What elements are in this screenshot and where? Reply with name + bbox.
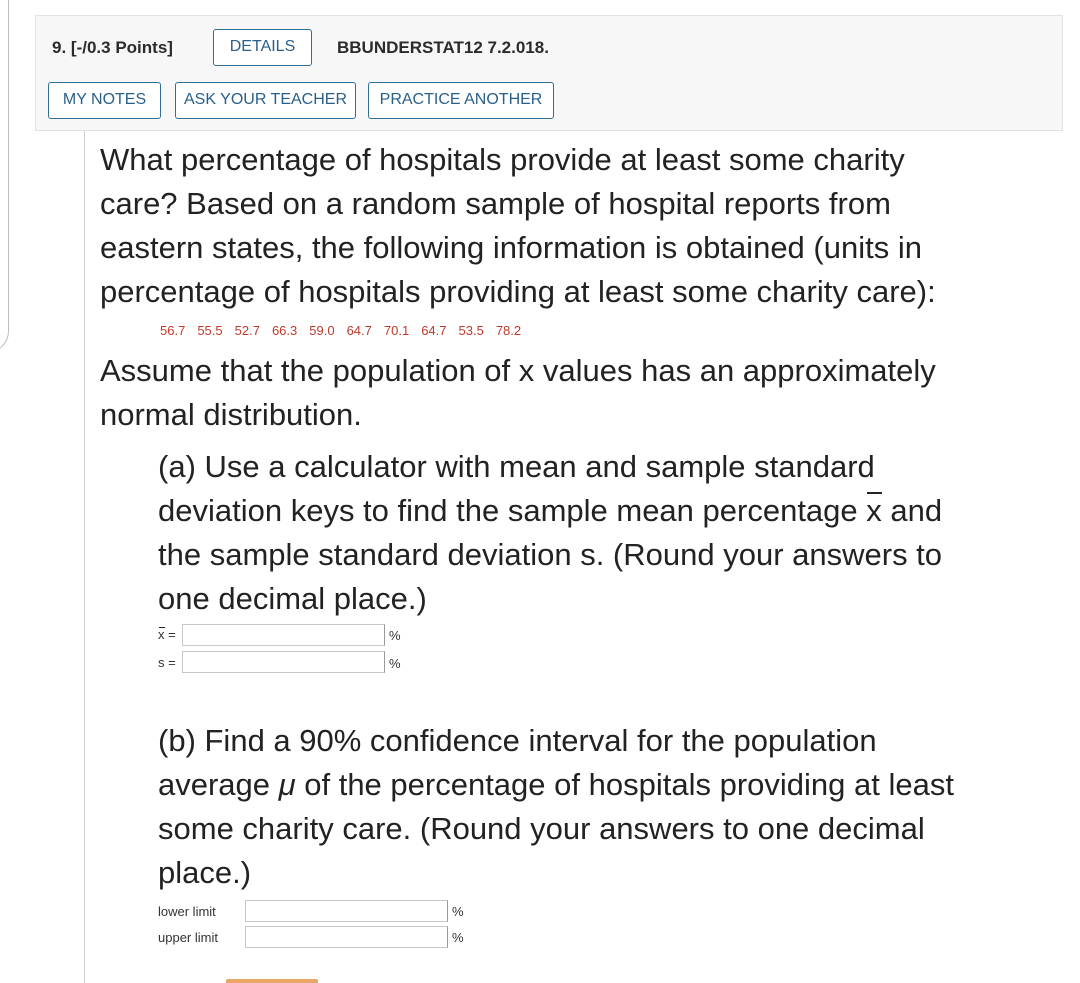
data-value: 70.1 <box>383 323 410 338</box>
intro-line: eastern states, the following information is obtained (units in <box>100 230 922 265</box>
points-text: [-/0.3 Points] <box>70 38 173 57</box>
part-a-line: the sample standard deviation s. (Round your answers to <box>158 537 943 572</box>
assume-line: Assume that the population of x values has an approximately <box>100 353 936 388</box>
data-value: 59.0 <box>309 323 335 338</box>
upper-limit-input[interactable] <box>245 926 448 948</box>
data-value: 64.7 <box>421 323 447 338</box>
part-a-line: one decimal place.) <box>158 581 427 616</box>
question-number-text: 9. <box>52 38 67 57</box>
ask-your-teacher-button[interactable]: ASK YOUR TEACHER <box>175 82 356 119</box>
data-value: 55.5 <box>197 323 223 338</box>
part-b-prompt <box>158 719 954 895</box>
part-a-line2-text: deviation keys to find the sample mean percentage <box>158 493 867 528</box>
problem-code: BBUNDERSTAT12 7.2.018. <box>337 38 549 57</box>
question-number <box>52 38 173 58</box>
xbar-label <box>158 627 176 642</box>
intro-line: percentage of hospitals providing at least some charity care): <box>100 274 936 309</box>
question-header <box>35 15 1063 131</box>
submit-tab-edge[interactable] <box>226 979 318 983</box>
page-edge-curve <box>0 0 9 353</box>
data-value: 66.3 <box>271 323 298 338</box>
data-value: 64.7 <box>346 323 372 338</box>
lower-limit-input[interactable] <box>245 900 448 922</box>
s-input[interactable] <box>182 651 385 673</box>
part-a-line <box>158 489 942 533</box>
part-a-prompt <box>158 445 942 621</box>
intro-line: What percentage of hospitals provide at least some charity <box>100 142 905 177</box>
s-unit: % <box>389 656 401 671</box>
practice-another-button[interactable]: PRACTICE ANOTHER <box>368 82 554 119</box>
data-value: 56.7 <box>160 323 186 338</box>
question-body <box>84 131 1080 983</box>
upper-limit-label: upper limit <box>158 930 218 945</box>
mu-symbol: μ <box>278 767 296 802</box>
part-a-line2-end: and <box>881 493 943 528</box>
part-b-line: place.) <box>158 855 252 890</box>
my-notes-button[interactable]: MY NOTES <box>48 82 161 119</box>
xbar-symbol: x <box>866 489 882 533</box>
upper-limit-unit: % <box>452 930 464 945</box>
lower-limit-unit: % <box>452 904 464 919</box>
details-button[interactable]: DETAILS <box>213 29 312 66</box>
xbar-label-var: x <box>158 627 165 642</box>
part-b-line: (b) Find a 90% confidence interval for the population <box>158 723 877 758</box>
intro-line: care? Based on a random sample of hospital reports from <box>100 186 891 221</box>
part-b-line2-text: average <box>158 767 279 802</box>
part-a-line: (a) Use a calculator with mean and sample standard <box>158 449 875 484</box>
assumption-text <box>100 349 936 437</box>
part-b-line2-end: of the percentage of hospitals providing at least <box>295 767 954 802</box>
assume-line: normal distribution. <box>100 397 362 432</box>
part-b-line <box>158 763 954 807</box>
data-value: 78.2 <box>495 323 522 338</box>
xbar-unit: % <box>389 628 401 643</box>
lower-limit-label: lower limit <box>158 904 216 919</box>
xbar-input[interactable] <box>182 624 385 646</box>
s-label: s = <box>158 655 176 670</box>
question-intro <box>100 138 936 314</box>
sample-data <box>160 323 533 338</box>
data-value: 52.7 <box>234 323 260 338</box>
part-b-line: some charity care. (Round your answers to one decimal <box>158 811 925 846</box>
data-value: 53.5 <box>458 323 484 338</box>
xbar-label-eq: = <box>164 627 176 642</box>
